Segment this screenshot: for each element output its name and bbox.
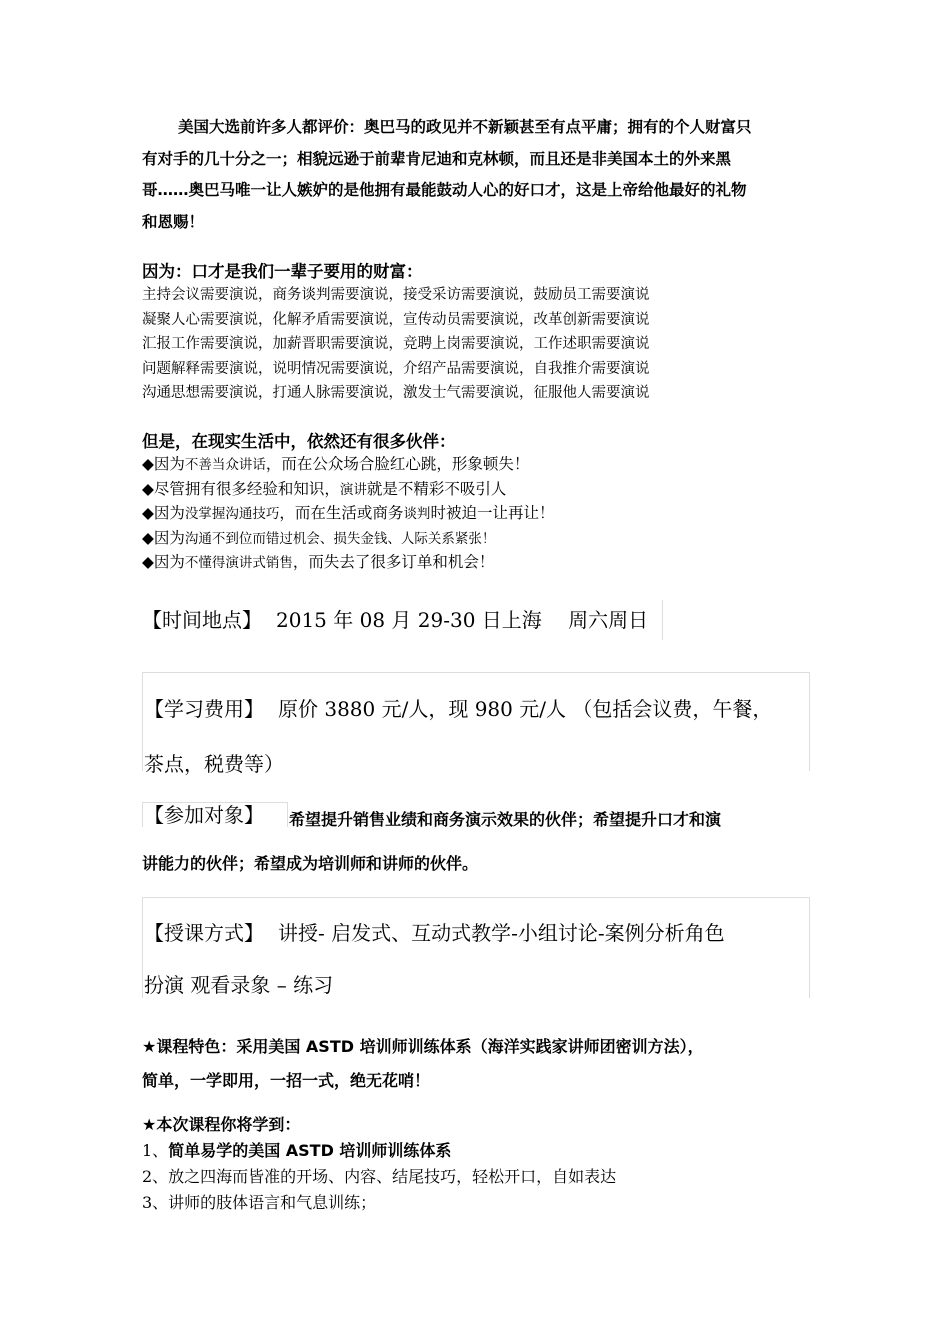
intro-line: 美国大选前许多人都评价：奥巴马的政见并不新颖甚至有点平庸；拥有的个人财富只 xyxy=(178,118,752,136)
time-place-value: 2015 年 08 月 29-30 日上海 周六周日 xyxy=(276,608,649,632)
feature-line1: ★课程特色：采用美国 ASTD 培训师训练体系（海洋实践家讲师团密训方法）， xyxy=(142,1037,704,1056)
fee-label: 【学习费用】 xyxy=(144,697,264,721)
bullet-item: ◆因为没掌握沟通技巧，而在生活或商务谈判时被迫一让再让！ xyxy=(142,504,555,522)
course-feature xyxy=(142,1030,704,1098)
bullet-item: ◆因为沟通不到位而错过机会、损失金钱、人际关系紧张！ xyxy=(142,528,496,547)
because-line: 主持会议需要演说，商务谈判需要演说，接受采访需要演说，鼓励员工需要演说 xyxy=(142,287,650,303)
because-line: 汇报工作需要演说，加薪晋职需要演说，竞聘上岗需要演说，工作述职需要演说 xyxy=(142,336,650,352)
time-place xyxy=(142,607,648,633)
but-heading: 但是，在现实生活中，依然还有很多伙伴： xyxy=(142,432,456,451)
method-line2: 扮演 观看录象 – 练习 xyxy=(144,973,334,997)
because-list xyxy=(142,283,650,406)
intro-line: 哥……奥巴马唯一让人嫉妒的是他拥有最能鼓动人心的好口才，这是上帝给他最好的礼物 xyxy=(142,181,747,199)
learn-section xyxy=(142,1112,616,1216)
feature-line2: 简单，一学即用，一招一式，绝无花哨！ xyxy=(142,1071,431,1090)
learn-item: 3、讲师的肢体语言和气息训练； xyxy=(142,1193,377,1212)
because-heading: 因为：口才是我们一辈子要用的财富： xyxy=(142,262,423,281)
audience-line2: 讲能力的伙伴；希望成为培训师和讲师的伙伴。 xyxy=(142,854,479,873)
because-line: 沟通思想需要演说，打通人脉需要演说，激发士气需要演说，征服他人需要演说 xyxy=(142,385,650,401)
but-bullets xyxy=(142,453,554,576)
bullet-item: ◆尽管拥有很多经验和知识，演讲就是不精彩不吸引人 xyxy=(142,479,507,498)
method-line1: 讲授- 启发式、互动式教学-小组讨论-案例分析角色 xyxy=(278,921,725,945)
fee-line1: 原价 3880 元/人，现 980 元/人 （包括会议费，午餐， xyxy=(278,697,773,721)
method xyxy=(144,907,725,1011)
learn-heading: ★本次课程你将学到： xyxy=(142,1115,301,1134)
learn-item: 1、简单易学的美国 ASTD 培训师训练体系 xyxy=(142,1141,452,1160)
bullet-item: ◆因为不懂得演讲式销售，而失去了很多订单和机会！ xyxy=(142,553,495,571)
intro-paragraph xyxy=(142,112,807,238)
learn-item: 2、放之四海而皆准的开场、内容、结尾技巧，轻松开口，自如表达 xyxy=(142,1167,617,1186)
time-place-label: 【时间地点】 xyxy=(142,608,262,632)
audience-label: 【参加对象】 xyxy=(144,803,264,827)
method-label: 【授课方式】 xyxy=(144,921,264,945)
intro-line: 和恩赐！ xyxy=(142,212,205,231)
because-line: 凝聚人心需要演说，化解矛盾需要演说，宣传动员需要演说，改革创新需要演说 xyxy=(142,311,650,328)
bullet-item: ◆因为不善当众讲话，而在公众场合脸红心跳，形象顿失！ xyxy=(142,455,530,473)
fee-line2: 茶点，税费等） xyxy=(144,752,284,776)
because-line: 问题解释需要演说，说明情况需要演说，介绍产品需要演说，自我推介需要演说 xyxy=(142,360,650,377)
intro-line: 有对手的几十分之一；相貌远逊于前辈肯尼迪和克林顿，而且还是非美国本土的外来黑 xyxy=(142,149,732,168)
fee xyxy=(144,682,772,792)
audience-line1: 希望提升销售业绩和商务演示效果的伙伴；希望提升口才和演 xyxy=(289,810,722,829)
